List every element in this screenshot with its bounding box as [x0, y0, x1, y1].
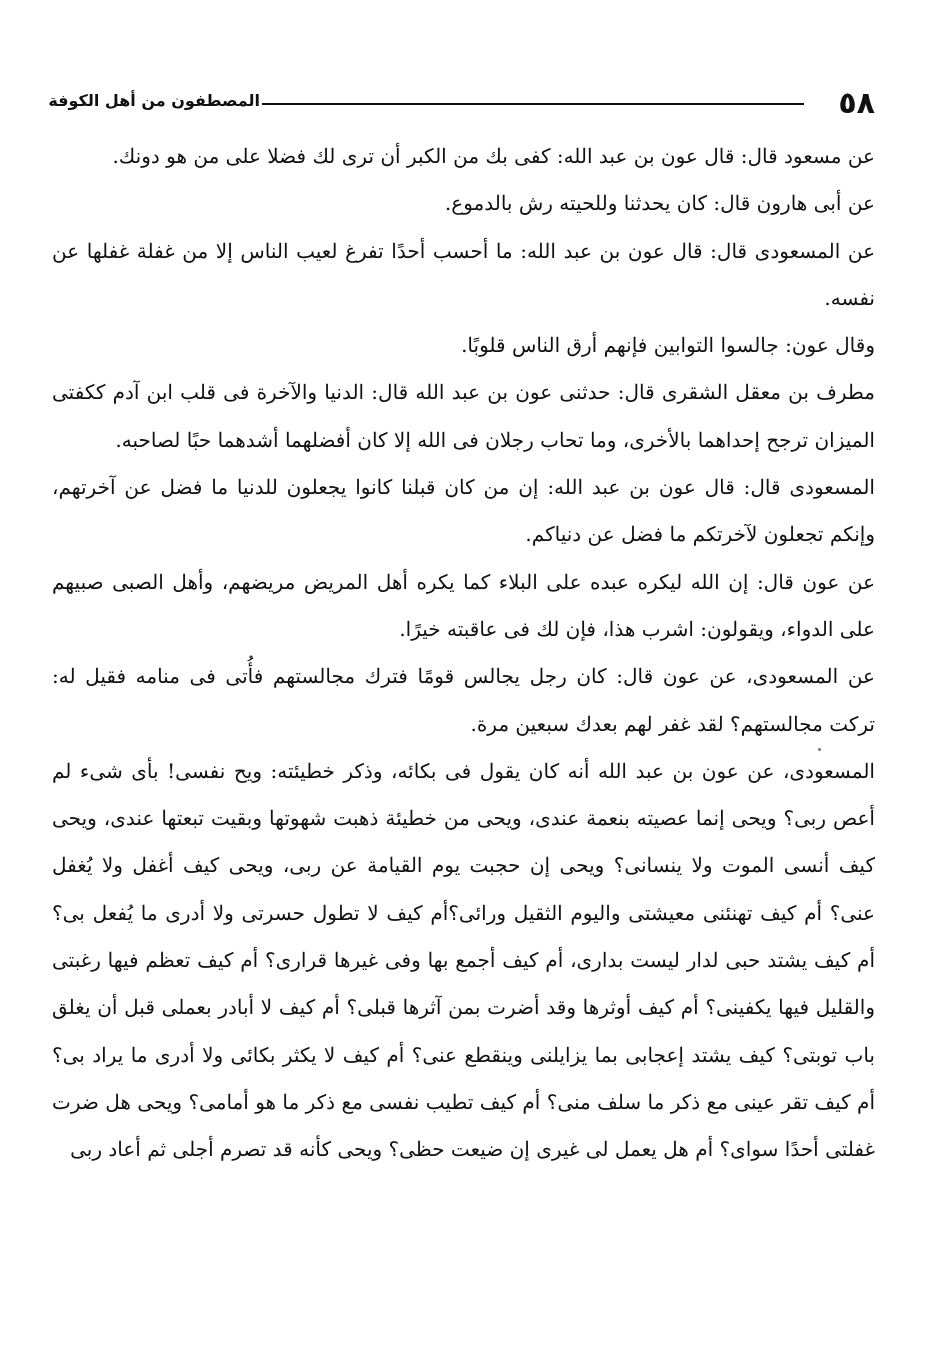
- paragraph: عن المسعودى قال: قال عون بن عبد الله: ما أحسب أحدًا تفرغ لعيب الناس إلا من غفلة غفلها عن نفسه.: [52, 238, 875, 310]
- body-text: [52, 133, 875, 1174]
- paragraph: المسعودى قال: قال عون بن عبد الله: إن من كان قبلنا كانوا يجعلون للدنيا ما فضل عن آخرتهم، وإنكم تجعلون لآخرتكم ما فضل عن دنياكم.: [52, 475, 875, 547]
- paragraph: عن مسعود قال: قال عون بن عبد الله: كفى بك من الكبر أن ترى لك فضلا على من هو دونك.: [112, 144, 875, 168]
- paragraph: مطرف بن معقل الشقرى قال: حدثنى عون بن عبد الله قال: الدنيا والآخرة فى قلب ابن آدم ككفتى الميزان ترجح إحداهما بالأخرى، وما تحاب رجلان فى الله إلا كان أفضلهما أشدهما حبًا لصاحبه.: [52, 380, 875, 452]
- paragraph: عن المسعودى، عن عون قال: كان رجل يجالس قومًا فترك مجالستهم فأُتى فى منامه فقيل له: تركت مجالستهم؟ لقد غفر لهم بعدك سبعين مرة.: [52, 664, 875, 736]
- header-rule: [262, 103, 804, 105]
- running-title: المصطفون من أهل الكوفة: [48, 91, 260, 110]
- page-number: ٥٨: [838, 86, 875, 121]
- paragraph: عن أبى هارون قال: كان يحدثنا وللحيته رش بالدموع.: [444, 191, 875, 216]
- paragraph: عن عون قال: إن الله ليكره عبده على البلاء كما يكره أهل المريض مريضهم، وأهل الصبى صبيهم على الدواء، ويقولون: اشرب هذا، فإن لك فى عاقبته خيرًا.: [52, 569, 875, 641]
- scan-speck: [818, 748, 821, 751]
- paragraph: المسعودى، عن عون بن عبد الله أنه كان يقول فى بكائه، وذكر خطيئته: ويح نفسى! بأى شىء لم أعص ربى؟ ويحى إنما عصيته بنعمة عندى، ويحى من خطيئة ذهبت شهوتها وبقيت تبعتها عندى، ويحى كيف أنسى الموت ولا ينسانى؟ ويحى إن حجبت يوم القيامة عن ربى، ويحى كيف أغفل ولا يُغفل عنى؟ أم كيف تهنئنى معيشتى واليوم الثقيل ورائى؟أم كيف لا تطول حسرتى ولا أدرى ما يُفعل بى؟ أم كيف يشتد حبى لدار ليست بدارى، أم كيف أجمع بها وفى غيرها قرارى؟ أم كيف تعظم فيها رغبتى والقليل فيها يكفينى؟ أم كيف أوثرها وقد أضرت بمن آثرها قبلى؟ أم كيف لا أبادر بعملى قبل أن يغلق باب توبتى؟ كيف يشتد إعجابى بما يزايلنى وينقطع عنى؟ أم كيف لا يكثر بكائى ولا أدرى ما يراد بى؟ أم كيف تقر عينى مع ذكر ما سلف منى؟ أم كيف تطيب نفسى مع ذكر ما هو أمامى؟ ويحى هل ضرت غفلتى أحدًا سواى؟ أم هل يعمل لى غيرى إن ضيعت حظى؟ ويحى كأنه قد تصرم أجلى ثم أعاد ربى: [52, 758, 876, 1162]
- paragraph: وقال عون: جالسوا التوابين فإنهم أرق الناس قلوبًا.: [461, 333, 875, 358]
